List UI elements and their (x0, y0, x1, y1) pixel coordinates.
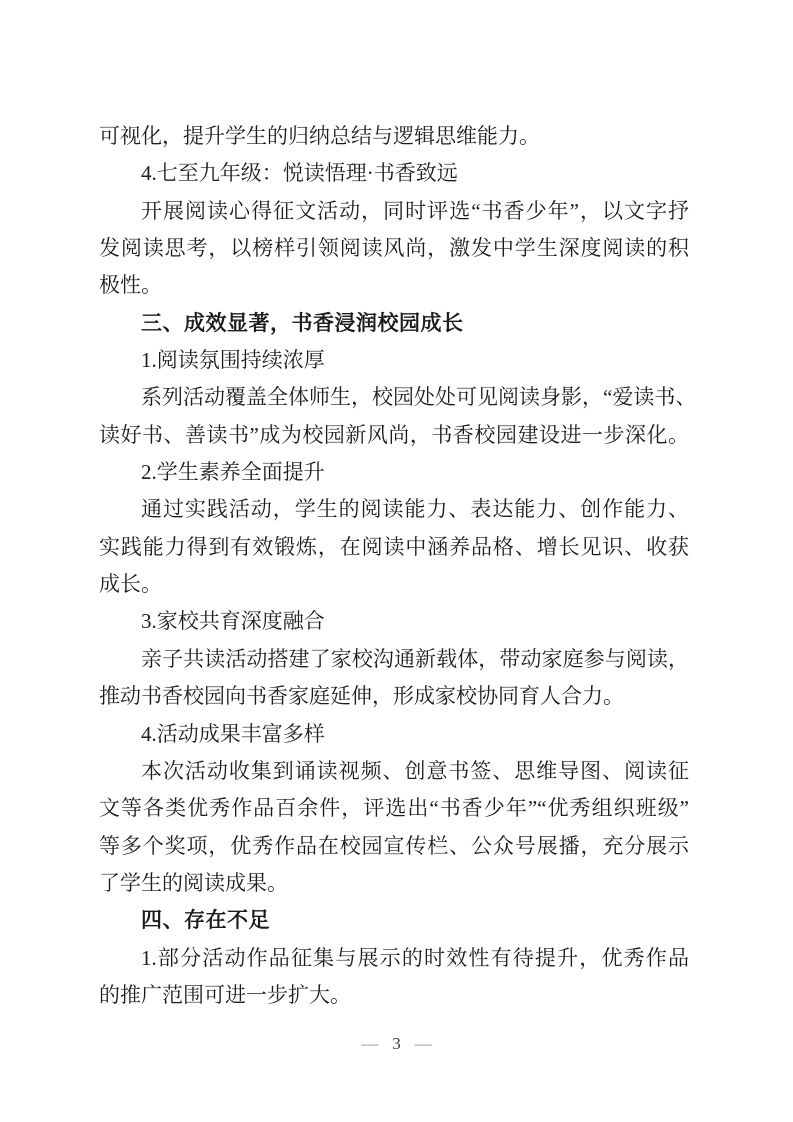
document-body (99, 118, 697, 1014)
text-line: 4.七至九年级：悦读悟理·书香致远 (141, 161, 458, 186)
text-line: 的推广范围可进一步扩大。 (99, 982, 351, 1007)
text-line: 本次活动收集到诵读视频、创意书签、思维导图、阅读征 (141, 758, 689, 783)
text-line: 了学生的阅读成果。 (99, 870, 288, 895)
section-heading: 四、存在不足 (141, 908, 270, 933)
page-footer (0, 1032, 793, 1056)
text-line: 1.部分活动作品征集与展示的时效性有待提升，优秀作品 (141, 945, 689, 970)
text-line: 实践能力得到有效锻炼，在阅读中涵养品格、增长见识、收获 (99, 534, 689, 559)
footer-right-dash: — (414, 1034, 432, 1053)
text-line: 4.活动成果丰富多样 (141, 721, 325, 746)
text-line: 文等各类优秀作品百余件，评选出“书香少年”“优秀组织班级” (99, 796, 689, 821)
text-line: 亲子共读活动搭建了家校沟通新载体，带动家庭参与阅读， (141, 646, 689, 671)
text-line: 成长。 (99, 572, 162, 597)
text-line: 读好书、善读书”成为校园新风尚，书香校园建设进一步深化。 (99, 422, 689, 447)
text-line: 可视化，提升学生的归纳总结与逻辑思维能力。 (99, 124, 540, 148)
text-line: 3.家校共育深度融合 (141, 609, 325, 634)
text-line: 发阅读思考，以榜样引领阅读风尚，激发中学生深度阅读的积 (99, 236, 689, 261)
text-line: 1.阅读氛围持续浓厚 (141, 348, 325, 373)
text-line: 通过实践活动，学生的阅读能力、表达能力、创作能力、 (141, 497, 689, 522)
text-line: 极性。 (99, 273, 162, 298)
page-number: 3 (392, 1034, 401, 1053)
text-line: 推动书香校园向书香家庭延伸，形成家校协同育人合力。 (99, 684, 624, 709)
section-heading: 三、成效显著，书香浸润校园成长 (141, 310, 464, 335)
text-line: 开展阅读心得征文活动，同时评选“书香少年”，以文字抒 (141, 198, 689, 223)
text-line: 等多个奖项，优秀作品在校园宣传栏、公众号展播，充分展示 (99, 833, 689, 858)
text-line: 2.学生素养全面提升 (141, 460, 325, 485)
text-line: 系列活动覆盖全体师生，校园处处可见阅读身影，“爱读书、 (141, 385, 697, 410)
footer-left-dash: — (361, 1034, 379, 1053)
